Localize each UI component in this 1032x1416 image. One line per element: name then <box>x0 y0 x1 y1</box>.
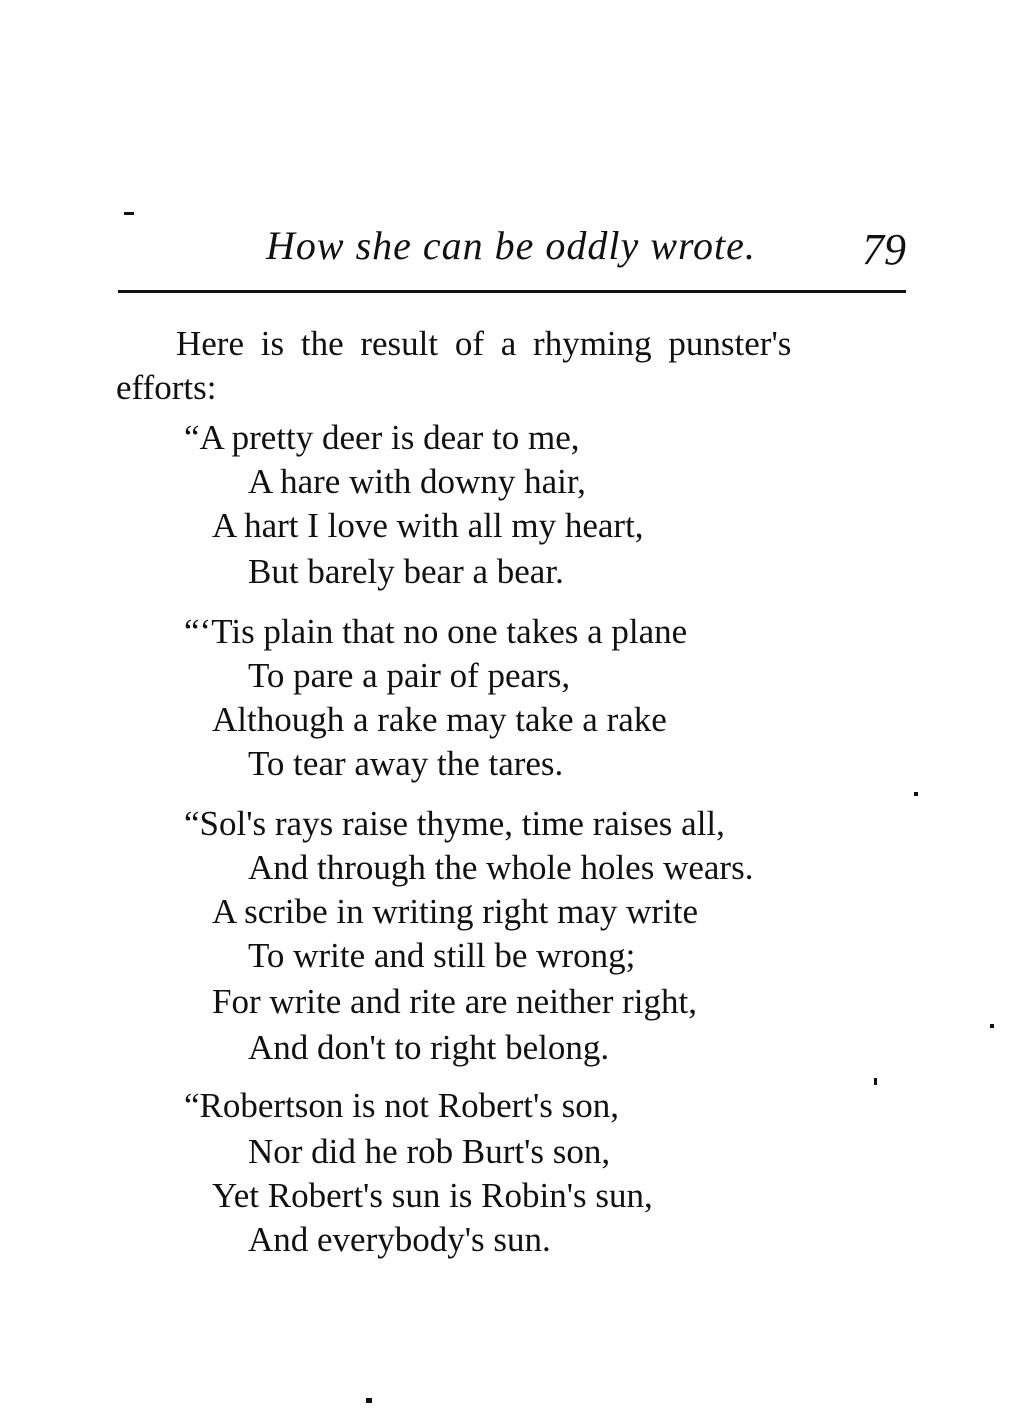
header-rule <box>118 290 906 293</box>
ink-speck <box>366 1398 372 1403</box>
poem-line: A hart I love with all my heart, <box>212 506 644 545</box>
intro-line: efforts: <box>116 368 217 407</box>
poem-line: A scribe in writing right may write <box>212 892 699 931</box>
ink-speck <box>124 212 134 215</box>
poem-line: Nor did he rob Burt's son, <box>248 1132 611 1171</box>
intro-line: Here is the result of a rhyming punster's <box>176 324 792 363</box>
ink-speck <box>990 1024 994 1028</box>
poem-line: And everybody's sun. <box>248 1220 551 1259</box>
page-number: 79 <box>862 225 906 274</box>
poem-line: Yet Robert's sun is Robin's sun, <box>212 1176 653 1215</box>
poem-line: “A pretty deer is dear to me, <box>184 418 580 457</box>
ink-speck <box>874 1078 877 1085</box>
poem-line: And don't to right belong. <box>248 1028 610 1067</box>
poem-line: A hare with downy hair, <box>248 462 586 501</box>
ink-speck <box>914 792 918 796</box>
poem-line: To write and still be wrong; <box>248 936 636 975</box>
poem-line: To pare a pair of pears, <box>248 656 571 695</box>
poem-line: For write and rite are neither right, <box>212 982 697 1021</box>
poem-line: “Robertson is not Robert's son, <box>184 1086 620 1125</box>
poem-line: And through the whole holes wears. <box>248 848 754 887</box>
poem-line: “Sol's rays raise thyme, time raises all, <box>184 804 725 843</box>
poem-line: Although a rake may take a rake <box>212 700 667 739</box>
running-title: How she can be oddly wrote. <box>266 223 756 268</box>
poem-line: To tear away the tares. <box>248 744 564 783</box>
poem-line: But barely bear a bear. <box>248 552 564 591</box>
poem-line: “‘Tis plain that no one takes a plane <box>184 612 688 651</box>
